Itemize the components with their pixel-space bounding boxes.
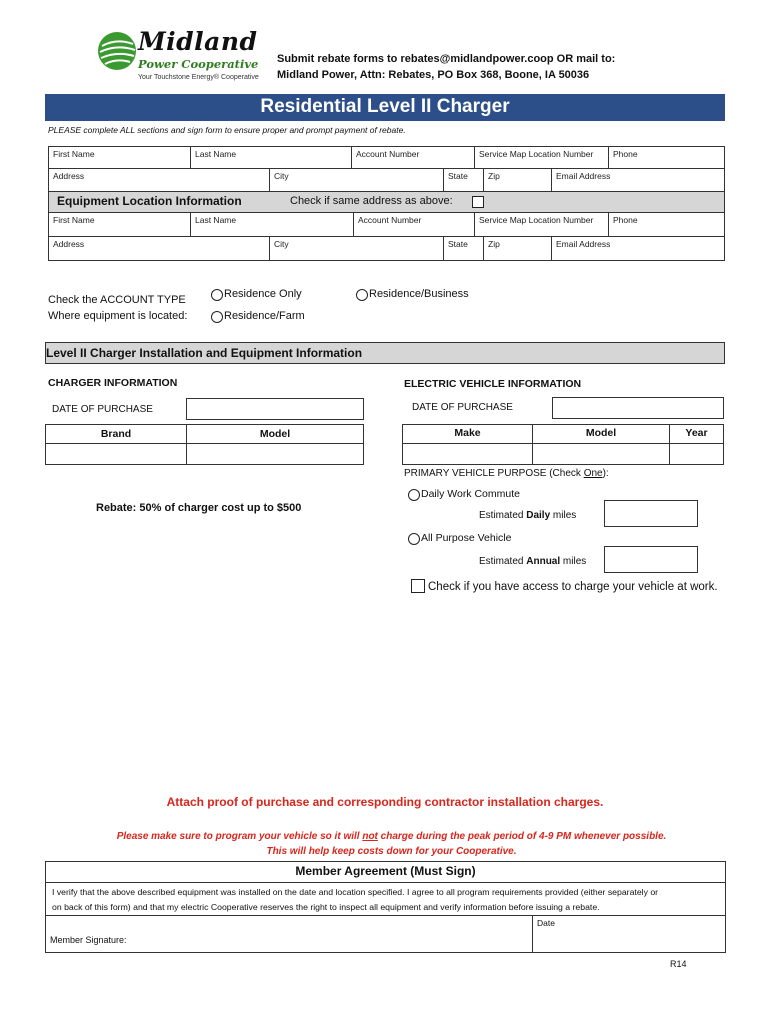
eq-email-field[interactable]: Email Address — [551, 236, 725, 261]
eq-account-number-field[interactable]: Account Number — [353, 212, 475, 237]
member-signature-field[interactable] — [45, 915, 533, 953]
eq-zip-field[interactable]: Zip — [483, 236, 552, 261]
daily-commute-radio[interactable] — [408, 489, 420, 501]
purpose-label: PRIMARY VEHICLE PURPOSE (Check One): — [404, 468, 609, 479]
agreement-text-1: I verify that the above described equipment was installed on the date and location specified. I agree to all program requirements provided (either separately or — [52, 887, 659, 897]
rebate-text: Rebate: 50% of charger cost up to $500 — [96, 502, 302, 514]
eq-state-field[interactable]: State — [443, 236, 484, 261]
peak-notice: Please make sure to program your vehicle so it will not charge during the peak period of 4-9 PM whenever possible. — [116, 831, 667, 842]
costs-notice: This will help keep costs down for your Cooperative. — [266, 846, 517, 857]
residence-only-label: Residence Only — [224, 288, 302, 300]
charger-heading: CHARGER INFORMATION — [48, 377, 178, 389]
zip-field[interactable]: Zip — [483, 168, 552, 192]
charger-date-input[interactable] — [186, 398, 364, 420]
page-title: Residential Level II Charger — [260, 96, 510, 117]
email-field[interactable]: Email Address — [551, 168, 725, 192]
eq-address-field[interactable]: Address — [48, 236, 270, 261]
daily-commute-label: Daily Work Commute — [421, 488, 520, 500]
ev-make-input[interactable] — [402, 443, 533, 465]
ev-date-input[interactable] — [552, 397, 724, 419]
ev-heading: ELECTRIC VEHICLE INFORMATION — [404, 378, 582, 390]
agreement-heading: Member Agreement (Must Sign) — [295, 864, 476, 878]
same-address-checkbox[interactable] — [472, 196, 484, 208]
annual-miles-input[interactable] — [604, 546, 698, 573]
city-field[interactable]: City — [269, 168, 444, 192]
date-label: Date — [537, 918, 555, 928]
eq-service-map-field[interactable]: Service Map Location Number — [474, 212, 609, 237]
logo — [96, 27, 274, 85]
install-section-heading: Level II Charger Installation and Equipment Information — [46, 346, 363, 360]
member-signature-label: Member Signature: — [50, 935, 127, 945]
eq-last-name-field[interactable]: Last Name — [190, 212, 354, 237]
residence-business-label: Residence/Business — [369, 288, 469, 300]
charger-brand-input[interactable] — [45, 443, 187, 465]
ev-year-input[interactable] — [669, 443, 724, 465]
residence-farm-label: Residence/Farm — [224, 310, 305, 322]
phone-field[interactable]: Phone — [608, 146, 725, 169]
last-name-field[interactable]: Last Name — [190, 146, 352, 169]
logo-name: Midland — [138, 27, 258, 56]
eq-phone-field[interactable]: Phone — [608, 212, 725, 237]
residence-business-radio[interactable] — [356, 289, 368, 301]
date-field[interactable] — [532, 915, 726, 953]
header-line2: Midland Power, Attn: Rebates, PO Box 368, Boone, IA 50036 — [277, 69, 590, 81]
all-purpose-radio[interactable] — [408, 533, 420, 545]
charger-col-model: Model — [259, 428, 291, 440]
service-map-field[interactable]: Service Map Location Number — [474, 146, 609, 169]
eq-first-name-field[interactable]: First Name — [48, 212, 191, 237]
charger-date-label: DATE OF PURCHASE — [52, 404, 153, 415]
address-field[interactable]: Address — [48, 168, 270, 192]
first-name-field[interactable]: First Name — [48, 146, 191, 169]
logo-globe-icon — [96, 30, 138, 72]
eq-city-field[interactable]: City — [269, 236, 444, 261]
work-charge-label: Check if you have access to charge your vehicle at work. — [428, 581, 718, 593]
charger-model-input[interactable] — [186, 443, 364, 465]
ev-col-model: Model — [585, 427, 617, 439]
state-field[interactable]: State — [443, 168, 484, 192]
agreement-text-2: on back of this form) and that my electric Cooperative reserves the right to inspect all equipment and verify information before issuing a rebate. — [52, 902, 600, 912]
account-type-label: Check the ACCOUNT TYPE Where equipment is located: — [48, 294, 188, 322]
same-address-label: Check if same address as above: — [290, 195, 453, 207]
annual-miles-label: Estimated Annual miles — [479, 556, 587, 567]
daily-miles-input[interactable] — [604, 500, 698, 527]
work-charge-checkbox[interactable] — [411, 579, 425, 593]
attach-notice: Attach proof of purchase and corresponding contractor installation charges. — [166, 795, 604, 809]
equipment-location-heading: Equipment Location Information — [57, 194, 242, 208]
ev-col-make: Make — [454, 427, 481, 439]
logo-tagline: Your Touchstone Energy® Cooperative — [138, 74, 259, 81]
instructions: PLEASE complete ALL sections and sign form to ensure proper and prompt payment of rebate. — [48, 125, 406, 135]
account-number-field[interactable]: Account Number — [351, 146, 475, 169]
residence-only-radio[interactable] — [211, 289, 223, 301]
daily-miles-label: Estimated Daily miles — [479, 510, 577, 521]
header-line1: Submit rebate forms to rebates@midlandpower.coop OR mail to: — [277, 53, 616, 65]
logo-sub: Power Cooperative — [138, 57, 259, 71]
ev-model-input[interactable] — [532, 443, 670, 465]
ev-col-year: Year — [685, 427, 708, 439]
ev-date-label: DATE OF PURCHASE — [412, 402, 513, 413]
all-purpose-label: All Purpose Vehicle — [421, 532, 512, 544]
charger-col-brand: Brand — [100, 428, 132, 440]
revision-label: R14 — [670, 959, 687, 969]
residence-farm-radio[interactable] — [211, 311, 223, 323]
